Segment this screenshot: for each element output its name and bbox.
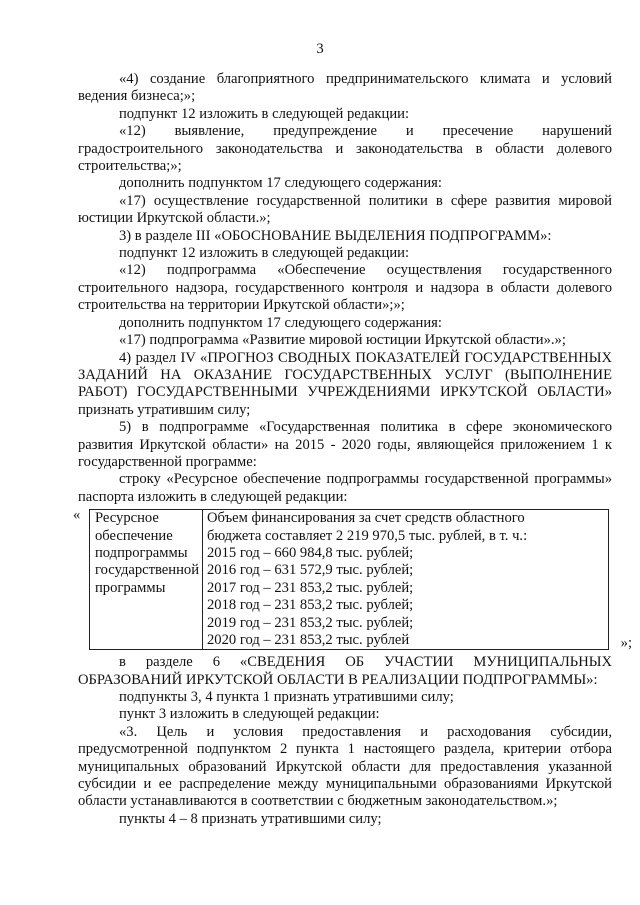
label-line: программы — [95, 579, 166, 596]
paragraph: «12) подпрограмма «Обеспечение осуществления государственного строительного надзора, государственного контроля и надзора в области долевого строительства на территории Иркутской области»;»; — [78, 262, 612, 314]
paragraph: строку «Ресурсное обеспечение подпрограммы государственной программы» паспорта изложить в следующей редакции: — [78, 471, 612, 505]
value-line: 2017 год – 231 853,2 тыс. рублей; — [207, 579, 414, 596]
value-line: 2019 год – 231 853,2 тыс. рублей; — [207, 614, 414, 631]
resource-table-block — [73, 507, 632, 653]
opening-quote: « — [73, 507, 81, 524]
paragraph: дополнить подпунктом 17 следующего содержания: — [119, 175, 442, 192]
table-label-cell — [90, 510, 203, 650]
label-line: государственной — [95, 562, 200, 579]
table-value-cell — [203, 510, 609, 650]
paragraph: «12) выявление, предупреждение и пресечение нарушений градостроительного законодательства и законодательства в области долевого строительства;»; — [78, 123, 612, 175]
label-line: обеспечение — [95, 527, 173, 544]
paragraph: пункт 3 изложить в следующей редакции: — [119, 706, 380, 723]
value-line: бюджета составляет 2 219 970,5 тыс. рублей, в т. ч.: — [207, 527, 528, 544]
paragraph: 4) раздел IV «ПРОГНОЗ СВОДНЫХ ПОКАЗАТЕЛЕЙ ГОСУДАРСТВЕННЫХ ЗАДАНИЙ НА ОКАЗАНИЕ ГОСУДАРСТВЕННЫХ УСЛУГ (ВЫПОЛНЕНИЕ РАБОТ) ГОСУДАРСТВЕННЫМИ УЧРЕЖДЕНИЯМИ ИРКУТСКОЙ ОБЛАСТИ» признать утратившим силу; — [78, 349, 612, 418]
paragraph: «4) создание благоприятного предпринимательского климата и условий ведения бизнеса;»; — [78, 71, 612, 105]
paragraph: дополнить подпунктом 17 следующего содержания: — [119, 314, 442, 331]
paragraph: подпункт 12 изложить в следующей редакции: — [119, 105, 410, 122]
paragraph: пункты 4 – 8 признать утратившими силу; — [119, 810, 382, 827]
paragraph: 5) в подпрограмме «Государственная политика в сфере экономического развития Иркутской области» на 2015 - 2020 годы, являющейся приложением 1 к государственной программе: — [78, 419, 612, 470]
value-line: Объем финансирования за счет средств областного — [207, 510, 525, 527]
value-line: 2020 год – 231 853,2 тыс. рублей — [207, 632, 410, 648]
label-line: Ресурсное — [95, 510, 159, 527]
value-line: 2018 год – 231 853,2 тыс. рублей; — [207, 597, 414, 614]
resource-table — [89, 509, 609, 650]
paragraph: подпункт 12 изложить в следующей редакции: — [119, 245, 410, 262]
paragraph: в разделе 6 «СВЕДЕНИЯ ОБ УЧАСТИИ МУНИЦИПАЛЬНЫХ ОБРАЗОВАНИЙ ИРКУТСКОЙ ОБЛАСТИ В РЕАЛИЗАЦИИ ПОДПРОГРАММЫ»: — [78, 654, 612, 688]
closing-quote: »; — [620, 635, 632, 652]
label-line: подпрограммы — [95, 544, 188, 561]
paragraph: подпункты 3, 4 пункта 1 признать утратившими силу; — [119, 688, 454, 705]
value-line: 2016 год – 631 572,9 тыс. рублей; — [207, 562, 414, 579]
table-row — [90, 510, 609, 650]
value-line: 2015 год – 660 984,8 тыс. рублей; — [207, 544, 414, 561]
paragraph: «3. Цель и условия предоставления и расходования субсидии, предусмотренной подпунктом 2 пункта 1 настоящего раздела, критерии отбора муниципальных образований Иркутской области для предоставления указанной субсидии и ее распределение между муниципальными образованиями Иркутской области устанавливаются в соответствии с бюджетным законодательством.»; — [78, 723, 612, 810]
paragraph: 3) в разделе III «ОБОСНОВАНИЕ ВЫДЕЛЕНИЯ ПОДПРОГРАММ»: — [119, 227, 552, 244]
page-number: 3 — [316, 41, 324, 57]
document-body — [73, 71, 632, 828]
paragraph: «17) осуществление государственной политики в сфере развития мировой юстиции Иркутской области.»; — [78, 192, 612, 227]
paragraph: «17) подпрограмма «Развитие мировой юстиции Иркутской области».»; — [119, 332, 566, 349]
